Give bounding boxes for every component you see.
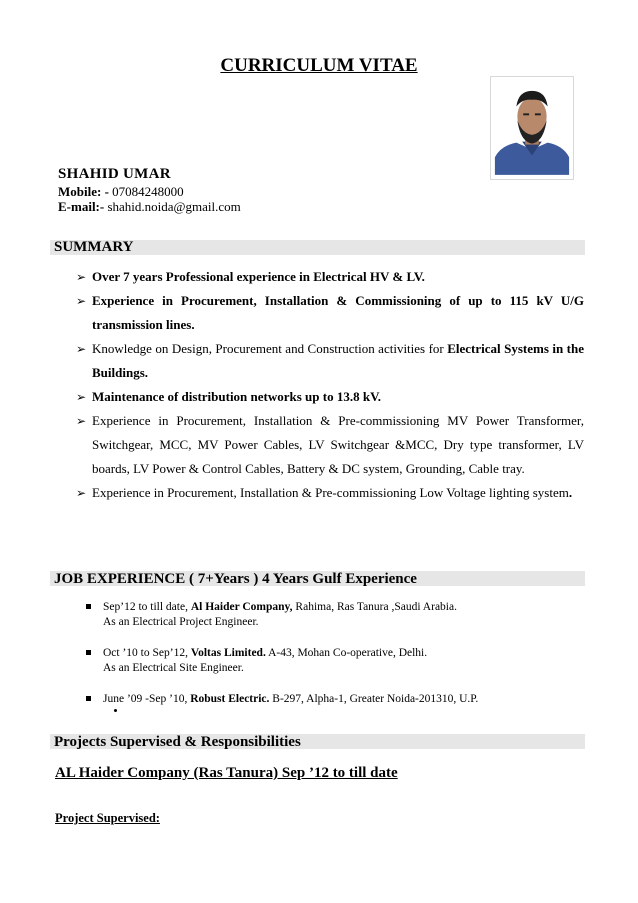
- summary-item: ➢ Experience in Procurement, Installation & Pre-commissioning MV Power Transformer, Switchgear, MCC, MV Power Cables, LV Switchgear &MCC, Dry type transformer, LV boards, LV Power & Control Cables, Battery & DC system, Grounding, Cable tray.: [76, 409, 584, 481]
- mobile-line: [58, 184, 184, 200]
- arrow-bullet-icon: ➢: [76, 486, 87, 500]
- job-role: As an Electrical Project Engineer.: [103, 616, 259, 628]
- summary-item: ➢ Experience in Procurement, Installation & Pre-commissioning Low Voltage lighting system.: [76, 481, 584, 505]
- square-bullet-icon: [86, 696, 91, 701]
- email-line: [58, 199, 241, 215]
- job-entry: Oct ’10 to Sep’12, Voltas Limited. A-43, Mohan Co-operative, Delhi. As an Electrical Site Engineer.: [86, 646, 427, 676]
- profile-photo-image: [491, 77, 573, 179]
- job-experience-heading: JOB EXPERIENCE ( 7+Years ) 4 Years Gulf Experience: [54, 571, 417, 587]
- arrow-bullet-icon: ➢: [76, 414, 87, 428]
- job-entry: Sep’12 to till date, Al Haider Company, Rahima, Ras Tanura ,Saudi Arabia. As an Electrical Project Engineer.: [86, 600, 457, 630]
- arrow-bullet-icon: ➢: [76, 294, 87, 308]
- summary-item: ➢ Knowledge on Design, Procurement and Construction activities for Electrical Systems in the Buildings.: [76, 337, 584, 385]
- summary-item: ➢ Maintenance of distribution networks up to 13.8 kV.: [76, 385, 584, 409]
- mobile-value: 07084248000: [108, 184, 184, 199]
- summary-heading: SUMMARY: [54, 239, 134, 255]
- email-value: shahid.noida@gmail.com: [104, 199, 241, 214]
- document-title: CURRICULUM VITAE: [220, 55, 418, 76]
- square-bullet-icon: [86, 650, 91, 655]
- arrow-bullet-icon: ➢: [76, 342, 87, 356]
- job-entry: June ’09 -Sep ’10, Robust Electric. B-297, Alpha-1, Greater Noida-201310, U.P.: [86, 692, 478, 707]
- summary-item: ➢ Over 7 years Professional experience in Electrical HV & LV.: [76, 265, 584, 289]
- candidate-name: SHAHID UMAR: [58, 166, 171, 182]
- profile-photo: [490, 76, 574, 180]
- job-role: As an Electrical Site Engineer.: [103, 662, 244, 674]
- project-supervised-label: Project Supervised:: [55, 811, 160, 825]
- email-label: E-mail:-: [58, 199, 105, 214]
- empty-bullet-dot: [114, 709, 117, 712]
- projects-heading: Projects Supervised & Responsibilities: [54, 734, 301, 750]
- square-bullet-icon: [86, 604, 91, 609]
- summary-list: [76, 265, 584, 505]
- summary-item: ➢ Experience in Procurement, Installation & Commissioning of up to 115 kV U/G transmission lines.: [76, 289, 584, 337]
- arrow-bullet-icon: ➢: [76, 390, 87, 404]
- mobile-label: Mobile: -: [58, 184, 109, 199]
- project-company-header: AL Haider Company (Ras Tanura) Sep ’12 to till date: [55, 765, 398, 781]
- arrow-bullet-icon: ➢: [76, 270, 87, 284]
